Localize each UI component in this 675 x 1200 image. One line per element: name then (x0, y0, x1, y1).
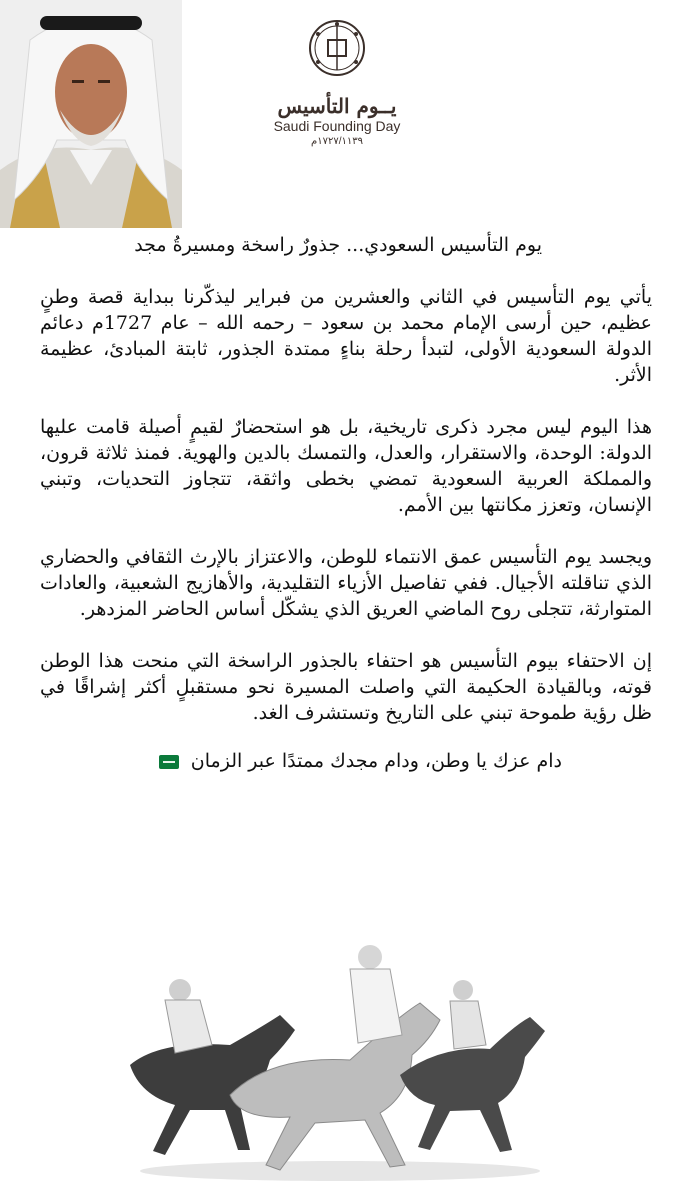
article (40, 228, 652, 774)
founding-day-emblem-icon (262, 12, 412, 92)
logo-title-english: Saudi Founding Day (273, 118, 401, 134)
portrait-photo (0, 0, 182, 228)
portrait-illustration (0, 0, 182, 228)
logo-years: ١٧٢٧/١١٣٩م (311, 136, 363, 147)
horse-riders-icon (120, 945, 560, 1185)
founding-day-logo (262, 12, 412, 147)
article-closing-line (40, 748, 562, 774)
horse-riders-illustration (120, 945, 560, 1185)
article-paragraph-4: إن الاحتفاء بيوم التأسيس هو احتفاء بالجذور الراسخة التي منحت هذا الوطن قوته، وبالقيادة الحكيمة التي واصلت المسيرة نحو مستقبلٍ أكثر إشراقًا في ظل رؤية طموحة تبني على التاريخ وتستشرف الغد. (40, 650, 652, 724)
saudi-flag-icon (159, 755, 179, 769)
closing-text: دام عزك يا وطن، ودام مجدك ممتدًا عبر الزمان (190, 750, 562, 772)
article-paragraph-3: ويجسد يوم التأسيس عمق الانتماء للوطن، والاعتزاز بالإرث الثقافي والحضاري الذي تناقلته الأجيال. ففي تفاصيل الأزياء التقليدية، والأهازيج الشعبية، والعادات المتوارثة، تتجلى روح الماضي العريق الذي يشكّل أساس الحاضر المزدهر. (40, 546, 652, 620)
article-paragraph-2: هذا اليوم ليس مجرد ذكرى تاريخية، بل هو استحضارٌ لقيمٍ أصيلة قامت عليها الدولة: الوحدة، والاستقرار، والعدل، والتمسك بالدين والهوية. فمنذ ثلاثة قرون، والمملكة العربية السعودية تمضي بخطى واثقة، تتجاوز التحديات، وتبني الإنسان، وتعزز مكانتها بين الأمم. (40, 416, 652, 516)
article-heading: يوم التأسيس السعودي... جذورٌ راسخة ومسيرةُ مجد (134, 234, 542, 256)
logo-title-arabic: يــوم التأسيس (277, 94, 397, 118)
article-paragraph-1: يأتي يوم التأسيس في الثاني والعشرين من فبراير ليذكّرنا ببداية قصة وطنٍ عظيم، حين أرسى الإمام محمد بن سعود – رحمه الله – عام 1727م دعائم الدولة السعودية الأولى، لتبدأ رحلة بناءٍ ممتدة الجذور، ثابتة المبادئ، عظيمة الأثر. (40, 286, 652, 386)
